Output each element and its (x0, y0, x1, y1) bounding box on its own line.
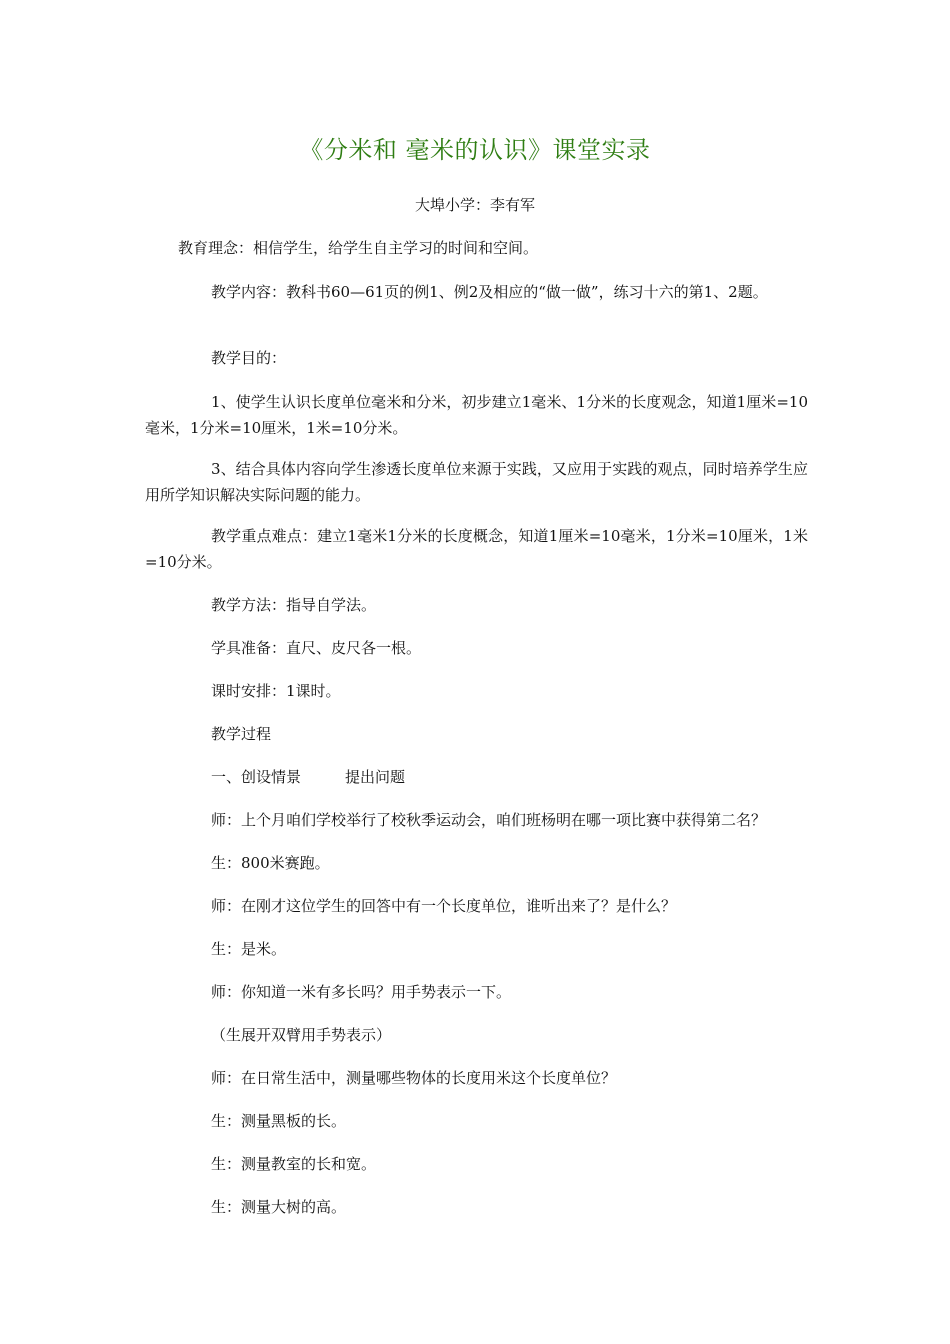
dialogue-line: 生：800米赛跑。 (211, 854, 330, 872)
author-line: 大埠小学：李有军 (414, 196, 535, 214)
dialogue-line: （生展开双臂用手势表示） (211, 1026, 392, 1044)
process-heading: 教学过程 (211, 725, 272, 743)
schedule-line: 课时安排：1课时。 (211, 682, 341, 700)
tools-line: 学具准备：直尺、皮尺各一根。 (211, 639, 422, 657)
dialogue-line: 生：是米。 (211, 940, 287, 958)
dialogue-line: 生：测量大树的高。 (211, 1198, 347, 1216)
document-title: 《分米和 毫米的认识》课堂实录 (299, 136, 651, 164)
section-heading-1-part-a: 一、创设情景 (211, 768, 302, 786)
dialogue-line: 生：测量黑板的长。 (211, 1112, 347, 1130)
dialogue-line: 师：在刚才这位学生的回答中有一个长度单位，谁听出来了？是什么？ (211, 897, 677, 915)
content-paragraph: 教学内容：教科书60—61页的例1、例2及相应的“做一做”，练习十六的第1、2题。 (211, 283, 768, 301)
dialogue-line: 生：测量教室的长和宽。 (211, 1155, 377, 1173)
dialogue-line: 师：上个月咱们学校举行了校秋季运动会，咱们班杨明在哪一项比赛中获得第二名？ (211, 811, 767, 829)
goal-heading: 教学目的： (211, 349, 287, 367)
goal-item-1: 1、使学生认识长度单位毫米和分米，初步建立1毫米、1分米的长度观念，知道1厘米=10毫米，1分米=10厘米，1米=10分米。 (145, 393, 808, 437)
philosophy-paragraph: 教育理念：相信学生，给学生自主学习的时间和空间。 (178, 239, 539, 257)
dialogue-line: 师：你知道一米有多长吗？用手势表示一下。 (211, 983, 512, 1001)
section-heading-1 (211, 765, 405, 789)
goal-item-3: 3、结合具体内容向学生渗透长度单位来源于实践，又应用于实践的观点，同时培养学生应用所学知识解决实际问题的能力。 (145, 460, 808, 504)
dialogue-line: 师：在日常生活中，测量哪些物体的长度用米这个长度单位？ (211, 1069, 617, 1087)
method-line: 教学方法：指导自学法。 (211, 596, 377, 614)
section-heading-1-part-b: 提出问题 (345, 768, 406, 786)
key-points-paragraph: 教学重点难点：建立1毫米1分米的长度概念，知道1厘米=10毫米，1分米=10厘米，1米=10分米。 (145, 527, 808, 571)
